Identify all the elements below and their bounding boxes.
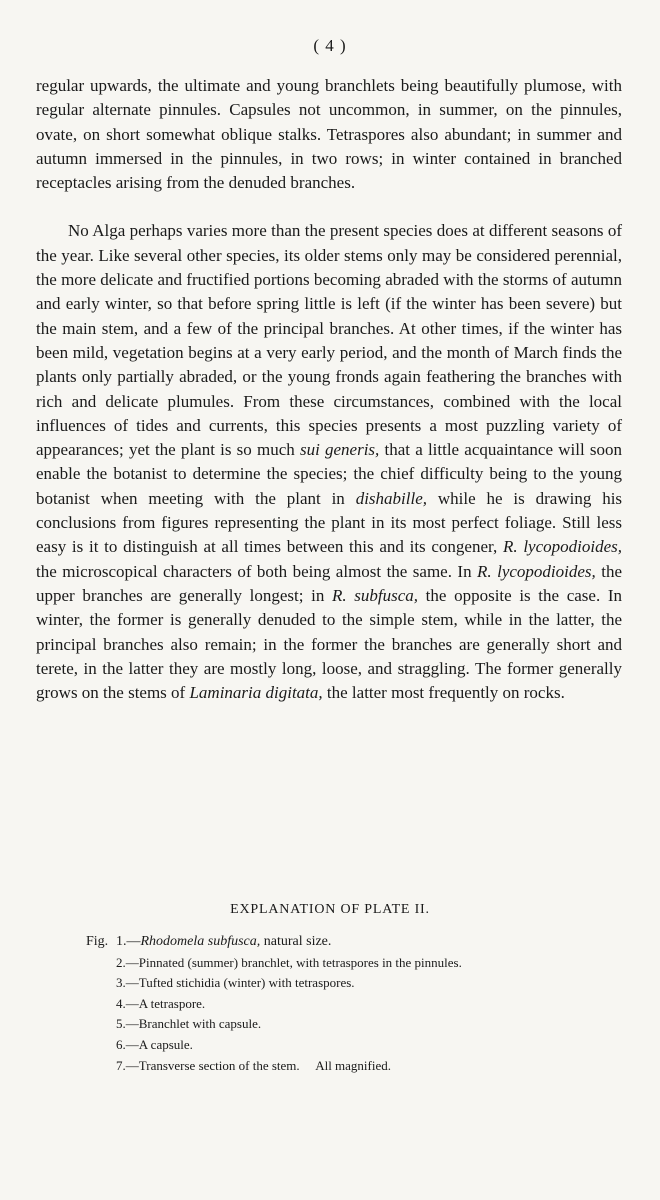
figure-dash: — [125,1016,139,1032]
text-run: that a little acquaintance will soon enable the botanist to determine the species; the chief difficulty being to the young botanist when meeting with the plant in [36,440,622,508]
figure-caption: Tufted stichidia (winter) with tetraspores. [138,975,355,991]
figure-species: Rhodomela subfusca, [140,934,261,949]
figure-item-7 [0,1056,660,1077]
figure-item-1 [0,932,660,953]
italic-species-name: R. lycopodioides, [477,561,596,581]
figure-caption: Pinnated (summer) branchlet, with tetraspores in the pinnules. [138,954,462,970]
figure-item-5 [0,1014,660,1035]
italic-species-name: R. lycopodioides, [502,537,623,557]
figure-caption: Branchlet with capsule. [138,1016,262,1032]
figure-dash: — [125,1057,139,1073]
figure-item-6 [0,1035,660,1056]
text-run: while he is drawing his conclusions from figures representing the plant in its most perfect foliage. Still less easy is it to distinguish at all times between this and its congener, [36,488,623,557]
figure-number: 3. [116,975,126,991]
figure-dash: — [126,934,141,949]
figure-dash: — [125,954,139,970]
figure-dash: — [125,995,139,1011]
figure-caption: A tetraspore. [138,995,206,1011]
italic-term: sui generis, [299,440,380,460]
figure-number: 1. [116,934,127,949]
text-run: the latter most frequently on rocks. [326,683,565,703]
figure-caption: A capsule. [138,1036,193,1052]
figure-item-3 [0,973,660,994]
page-number: ( 4 ) [313,36,347,55]
body-text [36,74,622,705]
italic-term: dishabille, [355,488,427,508]
italic-species-name: R. subfusca, [332,585,419,605]
figure-dash: — [125,1036,139,1052]
paragraph-2 [36,219,622,705]
figure-item-2 [0,953,660,974]
italic-species-name: Laminaria digitata, [189,683,323,703]
figure-caption: natural size. [260,934,332,949]
text-run: the opposite is the case. In winter, the former is generally denuded to the simple stem, while in the latter, the principal branches also remain; in the former the branches are generally short and terete, in the latter they are mostly long, loose, and straggling. The former generally grows on the stems of [36,585,623,703]
figure-number: 6. [116,1036,126,1052]
figure-list [0,932,660,1076]
figure-number: 4. [116,995,126,1011]
figure-number: 5. [116,1016,126,1032]
explanation-heading: EXPLANATION OF PLATE II. [230,902,430,917]
figure-number: 2. [116,954,126,970]
text-run: the microscopical characters of both being almost the same. In [36,561,472,581]
figure-item-4 [0,994,660,1015]
figure-dash: — [125,975,139,991]
fig-prefix: Fig. [86,934,109,949]
text-run: the upper branches are generally longest; in [36,561,623,605]
plate-explanation [0,902,660,1076]
paragraph-1: regular upwards, the ultimate and young branchlets being beautifully plumose, with regular alternate pinnules. Capsules not uncommon, in summer, on the pinnules, ovate, on short somewhat oblique stalks. Tetraspores also abundant; in summer and autumn immersed in the pinnules, in two rows; in winter contained in branched receptacles arising from the denuded branches. [36,76,622,193]
figure-caption: Transverse section of the stem. All magnified. [138,1057,392,1073]
figure-number: 7. [116,1057,126,1073]
text-run: No Alga perhaps varies more than the present species does at different seasons of the year. Like several other species, its older stems only may be considered perennial, the more delicate and fructified portions becoming abraded with the storms of autumn and early winter, so that before spring little is left (if the winter has been severe) but the main stem, and a few of the principal branches. At other times, if the winter has been mild, vegetation begins at a very early period, and the month of March finds the plants only partially abraded, or the young fronds again feathering the branches with rich and delicate plumules. From these circumstances, combined with the local influences of tides and currents, this species presents a most puzzling variety of appearances; yet the plant is so much [36,221,622,460]
